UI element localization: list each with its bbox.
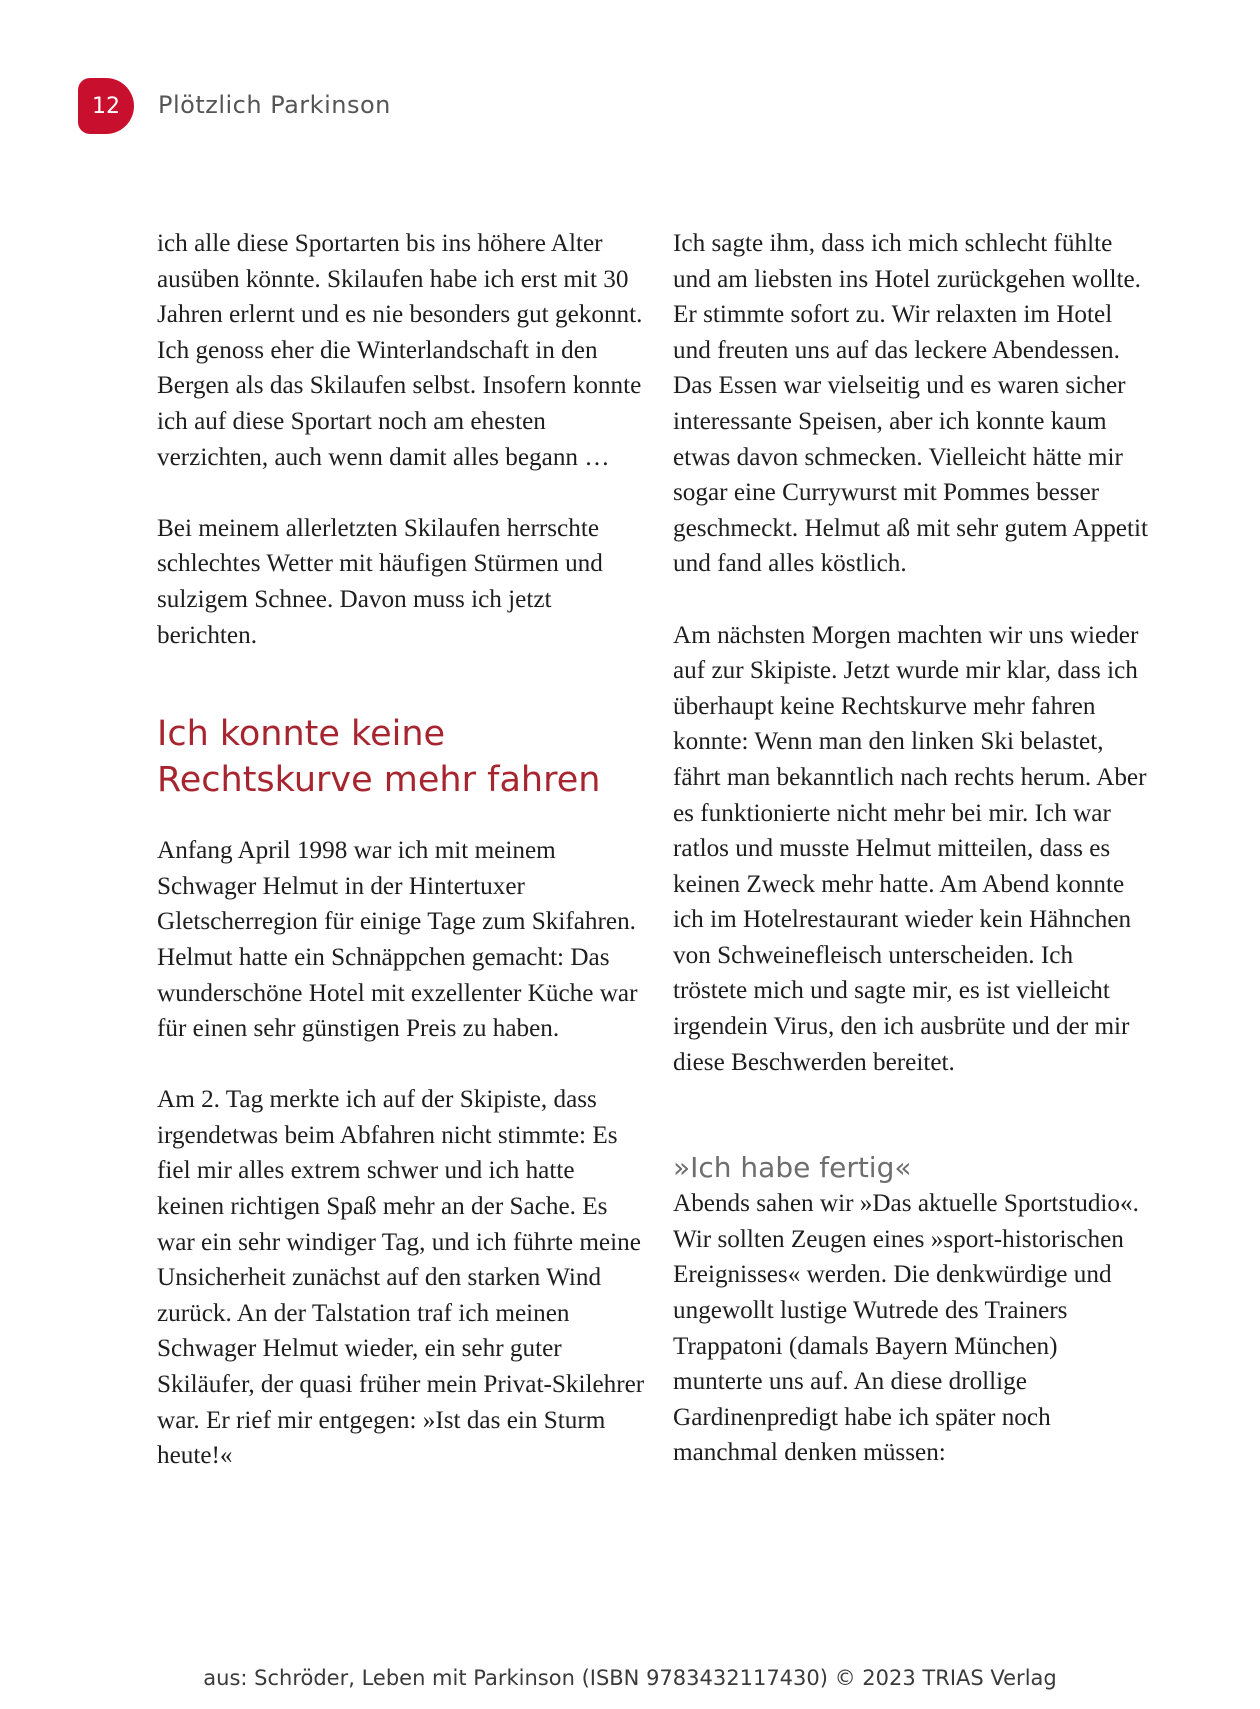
footer-citation: aus: Schröder, Leben mit Parkinson (ISBN 9783432117430) © 2023 TRIAS Verlag [203, 1666, 1057, 1690]
paragraph: ich alle diese Sportarten bis ins höhere Alter ausüben könnte. Skilaufen habe ich erst mit 30 Jahren erlernt und es nie besonders gut gekonnt. Ich genoss eher die Winterlandschaft in den Bergen als das Skilaufen selbst. Insofern konnte ich auf diese Sportart noch am ehesten verzichten, auch wenn damit alles begann … [157, 230, 643, 471]
paragraph: Ich sagte ihm, dass ich mich schlecht fühlte und am liebsten ins Hotel zurückgehen wollte. Er stimmte sofort zu. Wir relaxten im Hotel und freuten uns auf das leckere Abendessen. Das Essen war vielseitig und es waren sicher interessante Speisen, aber ich konnte kaum etwas davon schmecken. Vielleicht hätte mir sogar eine Currywurst mit Pommes besser geschmeckt. Helmut aß mit sehr gutem Appetit und fand alles köstlich. [673, 230, 1148, 578]
paragraph: Am 2. Tag merkte ich auf der Skipiste, dass irgendetwas beim Abfahren nicht stimmte: Es fiel mir alles extrem schwer und ich hatte keinen richtigen Spaß mehr an der Sache. Es war ein sehr windiger Tag, und ich führte meine Unsicherheit zunächst auf den starken Wind zurück. An der Talstation traf ich meinen Schwager Helmut wieder, ein sehr guter Skiläufer, der quasi früher mein Privat-Skilehrer war. Er rief mir entgegen: »Ist das ein Sturm heute!« [157, 1086, 645, 1470]
paragraph: Abends sahen wir »Das aktuelle Sportstudio«. Wir sollten Zeugen eines »sport-historischen Ereignisses« werden. Die denkwürdige und ungewollt lustige Wutrede des Trainers Trappatoni (damals Bayern München) munterte uns auf. An diese drollige Gardinenpredigt habe ich später noch manchmal denken müssen: [673, 1190, 1139, 1467]
subsection-heading: »Ich habe fertig« [673, 1151, 912, 1185]
page-header [0, 78, 1260, 134]
paragraph: Anfang April 1998 war ich mit meinem Schwager Helmut in der Hintertuxer Gletscherregion für einige Tage zum Skifahren. Helmut hatte ein Schnäppchen gemacht: Das wunderschöne Hotel mit exzellenter Küche war für einen sehr günstigen Preis zu haben. [157, 837, 638, 1043]
paragraph: Am nächsten Morgen machten wir uns wieder auf zur Skipiste. Jetzt wurde mir klar, dass ich überhaupt keine Rechtskurve mehr fahren konnte: Wenn man den linken Ski belastet, fährt man bekanntlich nach rechts herum. Aber es funktionierte nicht mehr bei mir. Ich war ratlos und musste Helmut mitteilen, dass es keinen Zweck mehr hatte. Am Abend konnte ich im Hotelrestaurant wieder kein Hähnchen von Schweinefleisch unterscheiden. Ich tröstete mich und sagte mir, es ist vielleicht irgendein Virus, den ich ausbrüte und der mir diese Beschwerden bereitet. [673, 621, 1147, 1076]
paragraph: Bei meinem allerletzten Skilaufen herrschte schlechtes Wetter mit häufigen Stürmen und sulzigem Schnee. Davon muss ich jetzt berichten. [157, 514, 603, 649]
section-heading: Ich konnte keine Rechtskurve mehr fahren [157, 714, 601, 801]
left-column [157, 226, 647, 1474]
right-column [673, 226, 1153, 1471]
page-number-badge: 12 [78, 78, 134, 134]
running-head: Plötzlich Parkinson [158, 91, 391, 119]
